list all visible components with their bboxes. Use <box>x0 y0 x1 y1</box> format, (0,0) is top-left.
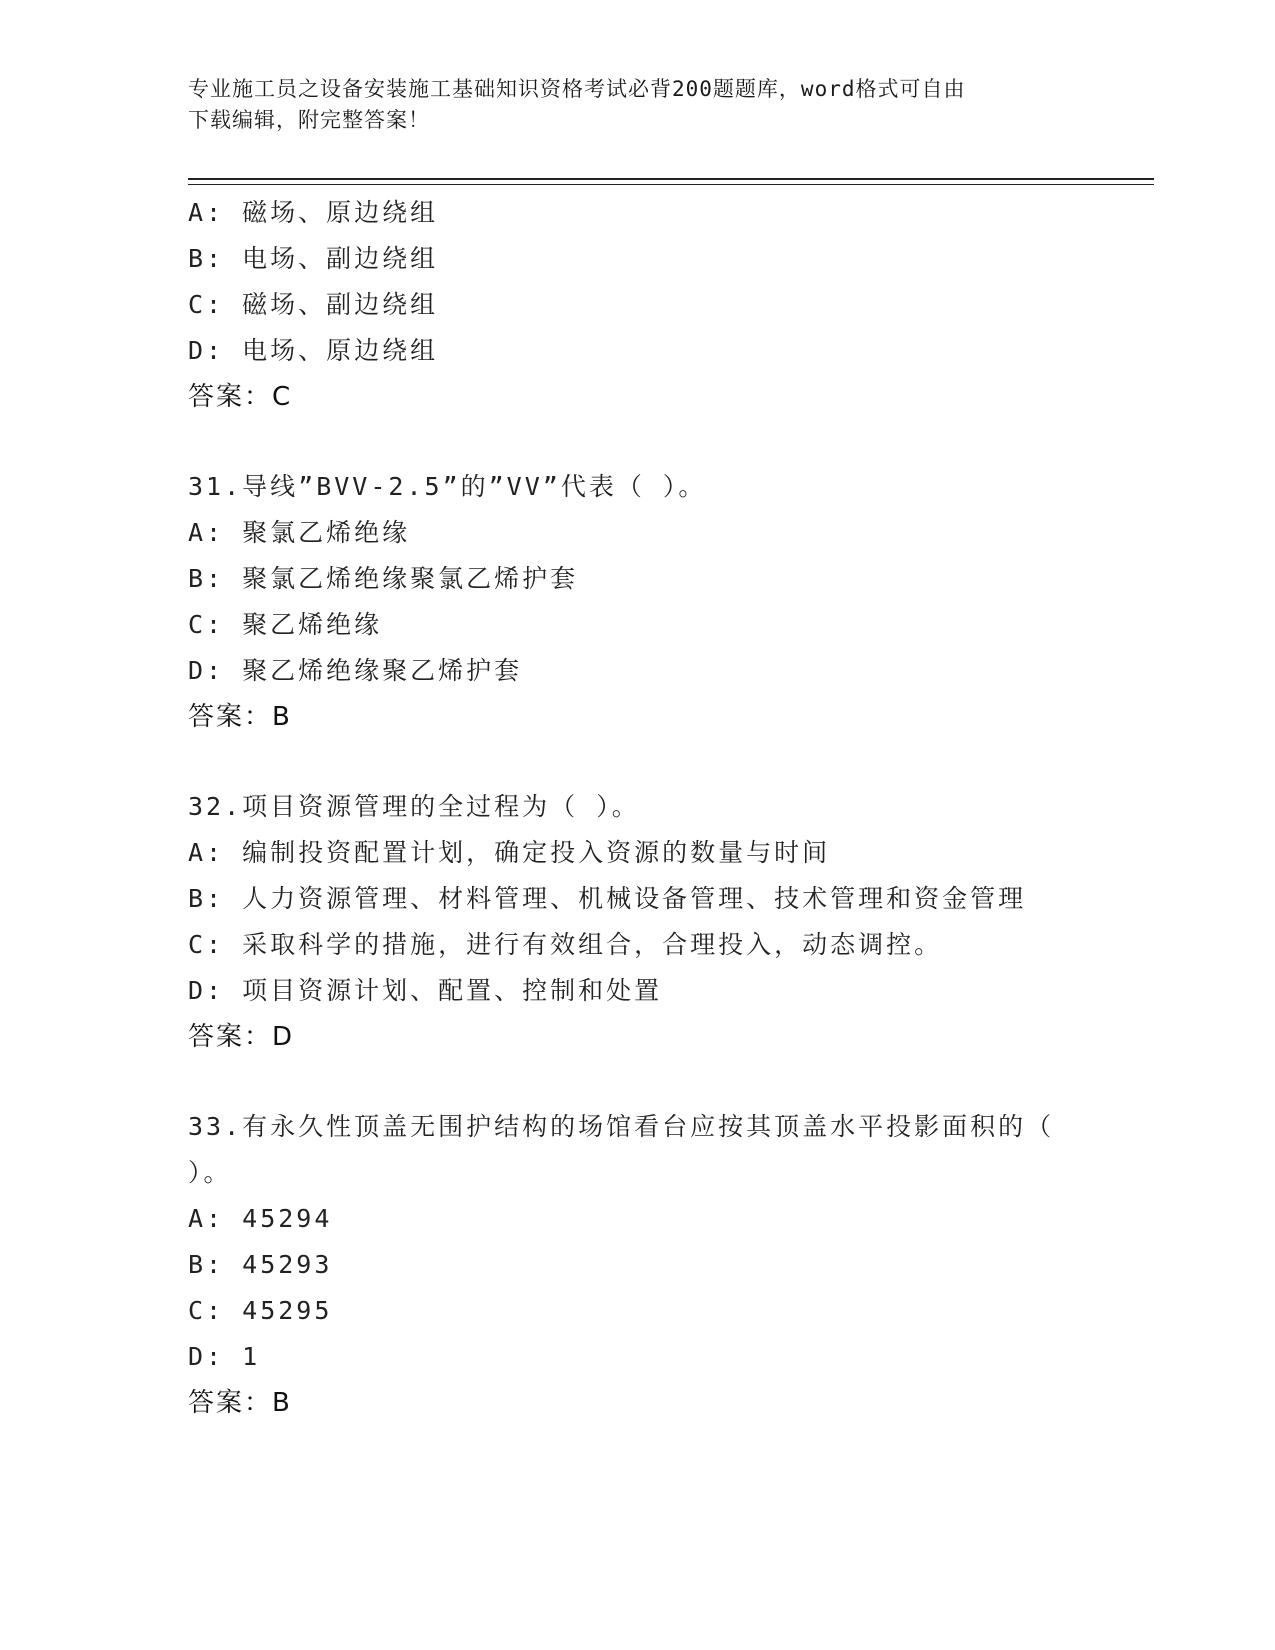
question-text-line-2: ）。 <box>188 1158 232 1187</box>
question-block-31 <box>188 464 1128 740</box>
header-divider-thick <box>188 178 1154 180</box>
option-d: D: 电场、原边绕组 <box>188 336 439 365</box>
option-b: B: 电场、副边绕组 <box>188 244 439 273</box>
option-a: A: 磁场、原边绕组 <box>188 198 439 227</box>
option-a: A: 45294 <box>188 1204 333 1233</box>
answer-line: 答案：B <box>188 1388 292 1418</box>
option-d: D: 项目资源计划、配置、控制和处置 <box>188 976 663 1005</box>
option-b: B: 45293 <box>188 1250 333 1279</box>
document-header <box>188 74 1068 136</box>
option-a: A: 编制投资配置计划，确定投入资源的数量与时间 <box>188 838 831 867</box>
option-c: C: 磁场、副边绕组 <box>188 290 439 319</box>
answer-line: 答案：C <box>188 382 293 412</box>
option-d: D: 1 <box>188 1342 261 1371</box>
header-line-1: 专业施工员之设备安装施工基础知识资格考试必背200题题库，word格式可自由 <box>188 77 966 101</box>
answer-line: 答案：D <box>188 1022 295 1052</box>
option-b: B: 人力资源管理、材料管理、机械设备管理、技术管理和资金管理 <box>188 884 1027 913</box>
option-b: B: 聚氯乙烯绝缘聚氯乙烯护套 <box>188 564 579 593</box>
spacer <box>188 740 1128 784</box>
option-c: C: 45295 <box>188 1296 333 1325</box>
question-text: 31.导线”BVV-2.5”的”VV”代表（ ）。 <box>188 472 707 501</box>
header-divider-thin <box>188 184 1154 185</box>
question-block-33 <box>188 1104 1128 1426</box>
question-list <box>188 190 1128 1426</box>
option-c: C: 采取科学的措施，进行有效组合，合理投入，动态调控。 <box>188 930 943 959</box>
spacer <box>188 420 1128 464</box>
question-text: 32.项目资源管理的全过程为（ ）。 <box>188 792 640 821</box>
option-a: A: 聚氯乙烯绝缘 <box>188 518 411 547</box>
question-block-30 <box>188 190 1128 420</box>
option-d: D: 聚乙烯绝缘聚乙烯护套 <box>188 656 523 685</box>
question-text-line-1: 33.有永久性顶盖无围护结构的场馆看台应按其顶盖水平投影面积的（ <box>188 1112 1055 1141</box>
question-block-32 <box>188 784 1128 1060</box>
header-line-2: 下载编辑，附完整答案！ <box>188 108 430 132</box>
spacer <box>188 1060 1128 1104</box>
option-c: C: 聚乙烯绝缘 <box>188 610 383 639</box>
answer-line: 答案：B <box>188 702 292 732</box>
